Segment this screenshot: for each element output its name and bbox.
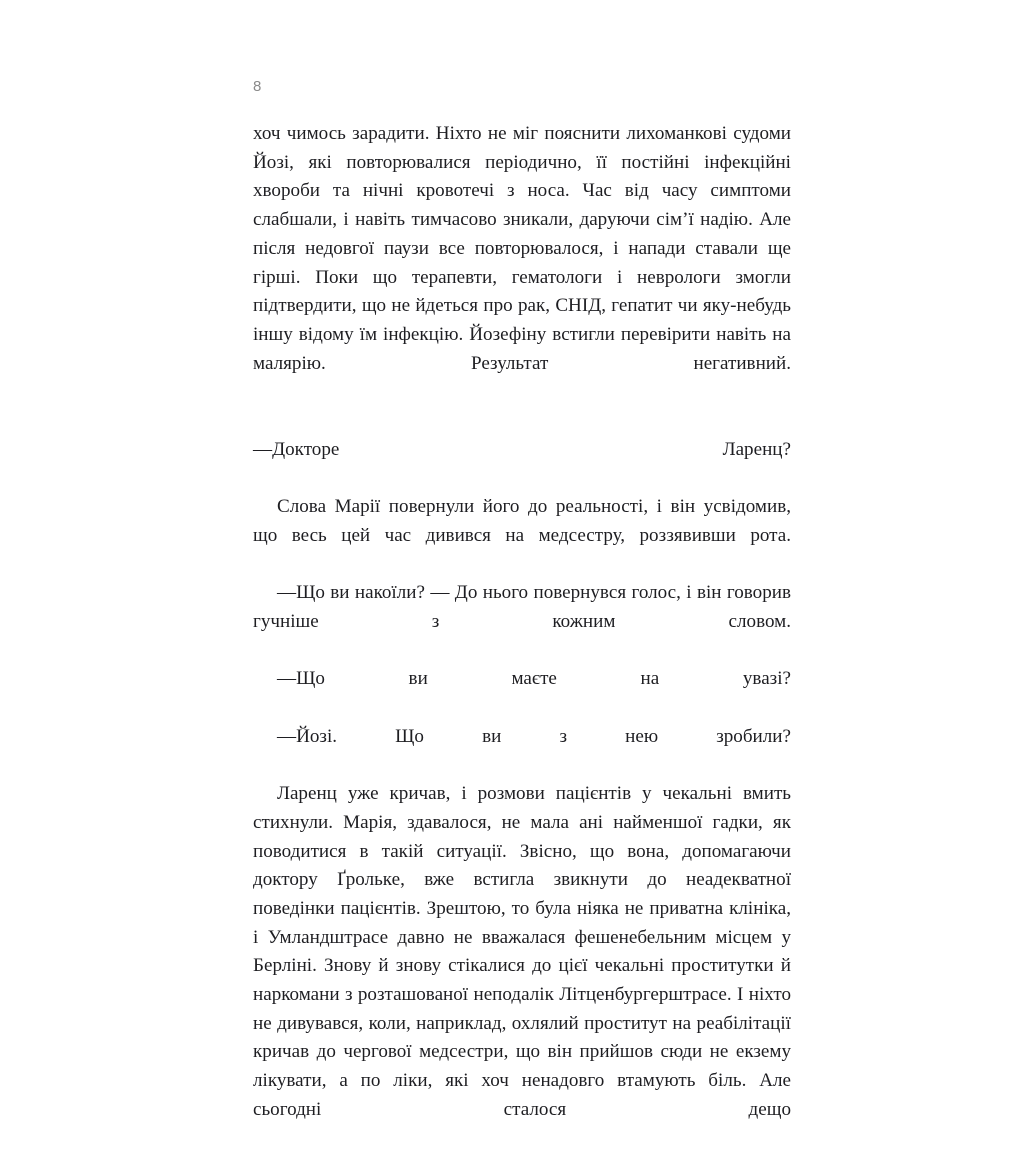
- paragraph: Слова Марії повернули його до реальності, і він усвідомив, що весь цей час дивився на медсестру, роззявивши рота.: [253, 496, 791, 546]
- dialogue-line: —Що ви накоїли? — До нього повернувся голос, і він говорив гучніше з кожним словом.: [253, 582, 791, 632]
- dialogue-line: —Йозі. Що ви з нею зробили?: [277, 725, 791, 747]
- dialogue-line: —Що ви маєте на увазі?: [277, 668, 791, 690]
- paragraph: хоч чимось зарадити. Ніхто не міг пояснити лихоманкові судоми Йозі, які повторювалися періодично, її постійні інфекційні хвороби та нічні кровотечі з носа. Час від часу симптоми слабшали, і навіть тимчасово зникали, даруючи сім’ї надію. Але після недовгої паузи все повторювалося, і напади ставали ще гірші. Поки що терапевти, гематологи і неврологи змогли підтвердити, що не йдеться про рак, СНІД, гепатит чи яку-небудь іншу відому їм інфекцію. Йозефіну встигли перевірити навіть на малярію. Результат негативний.: [253, 123, 791, 374]
- dialogue-line: —Докторе Ларенц?: [253, 438, 791, 460]
- body-text-column: [253, 120, 791, 1153]
- page-number: 8: [253, 78, 262, 95]
- paragraph: Ларенц уже кричав, і розмови пацієнтів у чекальні вмить стихнули. Марія, здавалося, не мала ані найменшої гадки, як поводитися в такій ситуації. Звісно, що вона, допомагаючи доктору Ґрольке, вже встигла звикнути до неадекватної поведінки пацієнтів. Зрештою, то була ніяка не приватна клініка, і Умландштрасе давно не вважалася фешенебельним місцем у Берліні. Знову й знову стікалися до цієї чекальні проститутки й наркомани з розташованої неподалік Літценбургерштрасе. І ніхто не дивувався, коли, наприклад, охлялий проститут на реабілітації кричав до чергової медсестри, що він прийшов сюди не екзему лікувати, а по ліки, які хоч ненадовго втамують біль. Але сьогодні сталося дещо: [253, 783, 791, 1120]
- paragraph-separator: [253, 407, 791, 436]
